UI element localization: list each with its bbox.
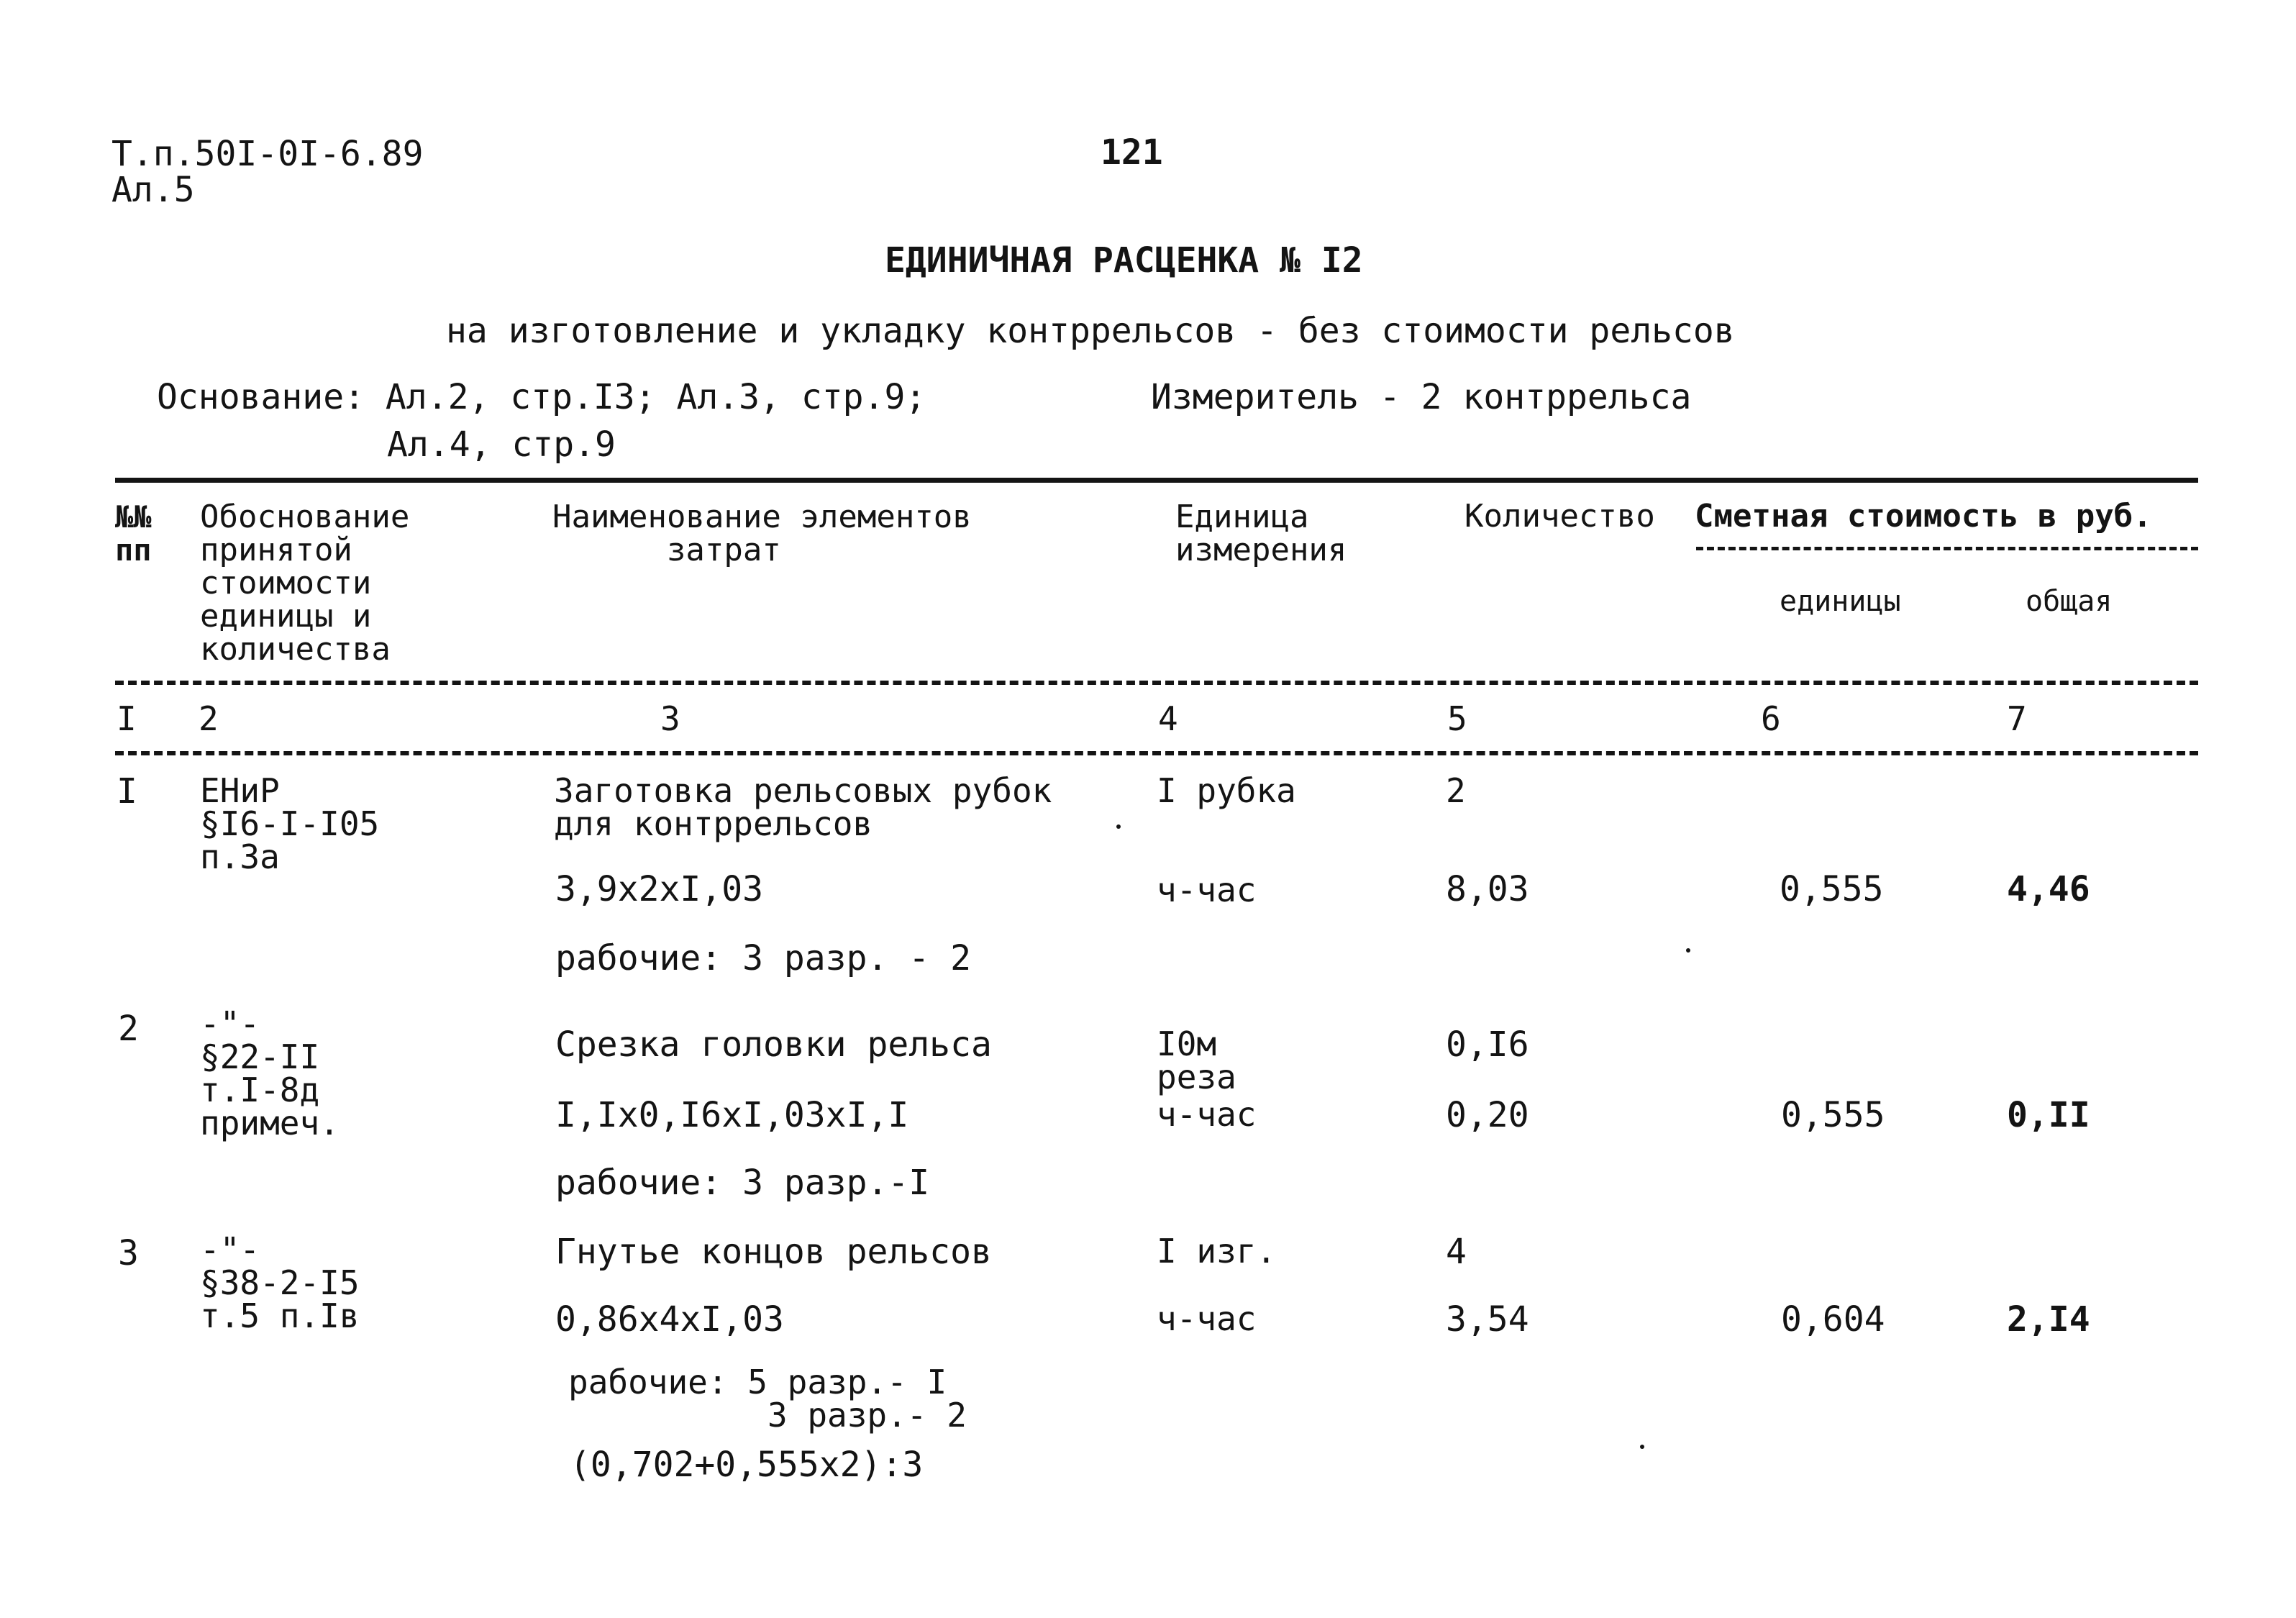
cost-group-rule	[1696, 547, 2198, 550]
item-name: Гнутье концов рельсов	[555, 1232, 992, 1272]
row-number: 2	[118, 1009, 139, 1049]
item-quantity: 2	[1446, 771, 1466, 810]
row-number: 3	[118, 1233, 139, 1273]
item-total: 2,I4	[2007, 1299, 2090, 1340]
page-number: 121	[1101, 132, 1163, 173]
item-name: 0,86х4хI,03	[555, 1299, 784, 1340]
column-number: 7	[2007, 699, 2027, 738]
page-title: ЕДИНИЧНАЯ РАСЦЕНКА № I2	[885, 240, 1363, 281]
basis-line-1: Основание: Ал.2, стр.I3; Ал.3, стр.9;	[157, 377, 926, 417]
column-number: 2	[199, 699, 219, 738]
item-name: рабочие: 5 разр.- I 3 разр.- 2	[568, 1363, 967, 1435]
row-basis: -"- §22-II т.I-8д примеч.	[200, 1004, 340, 1142]
item-total: 0,II	[2007, 1095, 2090, 1135]
basis-line-2: Ал.4, стр.9	[387, 424, 616, 465]
scan-speck	[1686, 948, 1690, 953]
scan-speck	[1640, 1445, 1644, 1449]
item-total: 4,46	[2007, 869, 2090, 909]
item-name: Срезка головки рельса	[555, 1024, 992, 1065]
item-unit: I изг.	[1157, 1232, 1277, 1271]
item-quantity: 0,20	[1446, 1095, 1529, 1135]
item-unit: ч-час	[1157, 871, 1257, 909]
item-unit-cost: 0,604	[1781, 1299, 1885, 1340]
scan-speck	[1116, 824, 1121, 829]
item-name: рабочие: 3 разр. - 2	[555, 938, 971, 978]
row-basis: -"- §38-2-I5 т.5 п.Iв	[200, 1230, 360, 1335]
header-bottom-rule	[115, 681, 2198, 685]
header-col-unit-cost: единицы	[1780, 585, 1901, 618]
column-number: I	[117, 699, 137, 738]
item-unit-cost: 0,555	[1781, 1095, 1885, 1135]
item-name: Заготовка рельсовых рубок для контррельсов	[554, 771, 1052, 843]
item-name: I,Iх0,I6хI,03хI,I	[555, 1095, 909, 1135]
measure-unit: Измеритель - 2 контррельса	[1151, 377, 1692, 417]
item-name: рабочие: 3 разр.-I	[555, 1163, 930, 1203]
item-name: 3,9х2хI,03	[555, 869, 763, 909]
header-col-number: №№ пп	[115, 499, 152, 568]
item-unit: ч-час	[1157, 1299, 1257, 1338]
item-quantity: 0,I6	[1446, 1024, 1529, 1065]
item-unit: I0м реза	[1157, 1024, 1236, 1096]
item-name: (0,702+0,555х2):3	[570, 1445, 924, 1485]
album-label: Ал.5	[111, 170, 195, 210]
column-numbers-rule	[115, 751, 2198, 755]
page-subtitle: на изготовление и укладку контррельсов - без стоимости рельсов	[446, 311, 1735, 351]
column-number: 5	[1447, 699, 1467, 738]
header-col-unit: Единица измерения	[1175, 499, 1347, 568]
header-col-total: общая	[2026, 585, 2113, 618]
table-top-rule	[115, 478, 2198, 483]
document-code: Т.п.50I-0I-6.89	[111, 134, 424, 174]
row-basis: ЕНиР §I6-I-I05 п.3а	[200, 771, 380, 876]
column-number: 3	[660, 699, 680, 738]
item-quantity: 4	[1446, 1232, 1467, 1272]
item-unit: ч-час	[1157, 1095, 1257, 1134]
item-unit: I рубка	[1157, 771, 1296, 810]
header-cost-group: Сметная стоимость в руб.	[1695, 498, 2152, 535]
header-col-basis: Обоснование принятой стоимости единицы и количества	[200, 499, 410, 668]
item-quantity: 8,03	[1446, 869, 1529, 909]
item-quantity: 3,54	[1446, 1299, 1529, 1340]
column-number: 6	[1761, 699, 1781, 738]
column-number: 4	[1158, 699, 1178, 738]
item-unit-cost: 0,555	[1780, 869, 1884, 909]
row-number: I	[117, 771, 137, 812]
header-col-quantity: Количество	[1464, 498, 1655, 535]
header-col-name: Наименование элементов затрат	[552, 499, 972, 568]
